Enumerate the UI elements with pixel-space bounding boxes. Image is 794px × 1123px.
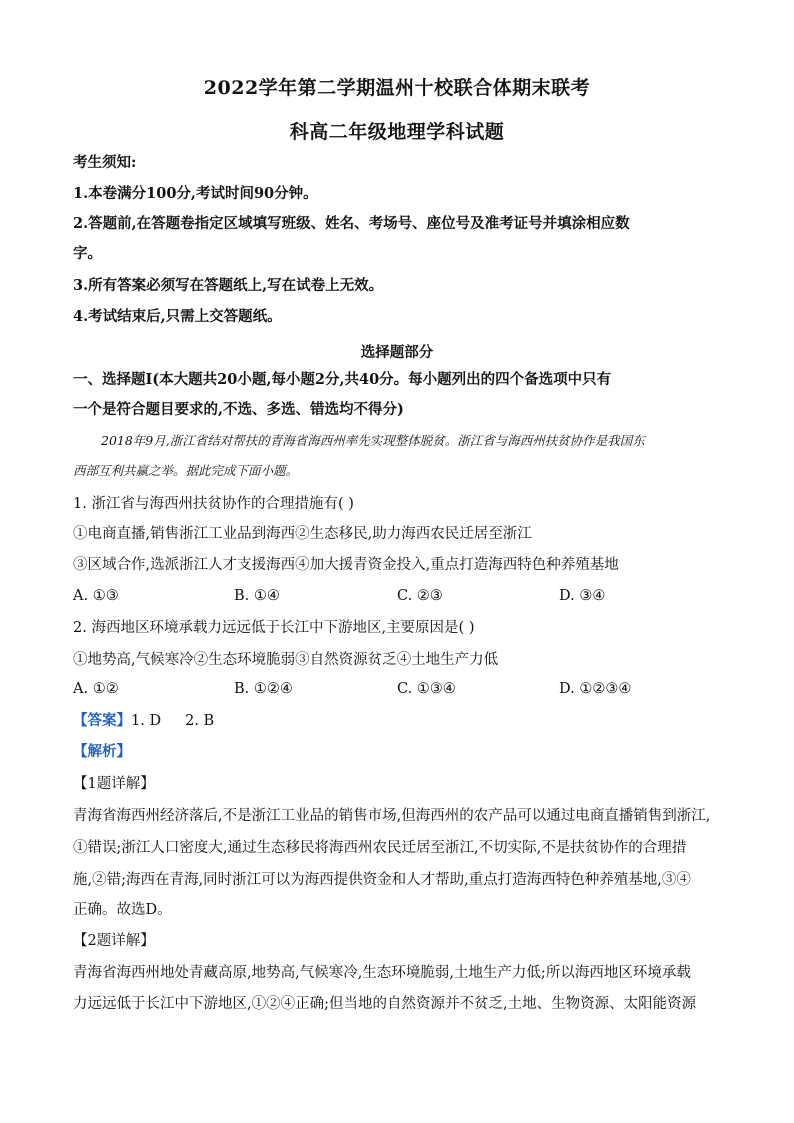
- notice-item-3: 3.所有答案必须写在答题纸上,写在试卷上无效。: [73, 277, 384, 294]
- detail-1-line2: ①错误;浙江人口密度大,通过生态移民将海西州农民迁居至浙江,不切实际,不是扶贫协作的合理措: [73, 840, 687, 856]
- analysis-tag: 【解析】: [73, 743, 131, 760]
- material-line2: 西部互利共赢之举。据此完成下面小题。: [73, 463, 299, 478]
- exam-title-line1: 2022学年第二学期温州十校联合体期末联考: [203, 77, 591, 99]
- answer-2: 2. B: [185, 713, 215, 729]
- notice-item-1: 1.本卷满分100分,考试时间90分钟。: [73, 185, 318, 202]
- q1-choice-a: A. ①③: [73, 588, 119, 604]
- detail-2-tag: 【2题详解】: [73, 933, 155, 949]
- answer-row: [73, 711, 733, 731]
- detail-1-tag: 【1题详解】: [73, 776, 155, 792]
- part-heading-line2: 一个是符合题目要求的,不选、多选、错选均不得分): [73, 401, 404, 418]
- q2-choice-d: D. ①②③④: [559, 681, 632, 697]
- q1-options-line1: ①电商直播,销售浙江工业品到海西②生态移民,助力海西农民迁居至浙江: [73, 526, 532, 542]
- q1-options-line2: ③区域合作,选派浙江人才支援海西④加大援青资金投入,重点打造海西特色种养殖基地: [73, 557, 619, 573]
- analysis-row: [73, 742, 733, 762]
- notice-heading: 考生须知:: [73, 154, 137, 171]
- q1-choice-b: B. ①④: [234, 588, 280, 604]
- q2-stem: 2. 海西地区环境承载力远远低于长江中下游地区,主要原因是( ): [73, 620, 475, 636]
- detail-1-line3: 施,②错;海西在青海,同时浙江可以为海西提供资金和人才帮助,重点打造海西特色种养殖基地,③④: [73, 872, 691, 888]
- part-heading-line1: 一、选择题Ⅰ(本大题共20小题,每小题2分,共40分。每小题列出的四个备选项中只有: [73, 371, 612, 388]
- material-line1: 2018年9月,浙江省结对帮扶的青海省海西州率先实现整体脱贫。浙江省与海西州扶贫协作是我国东: [101, 433, 645, 448]
- q1-choice-d: D. ③④: [559, 588, 606, 604]
- q2-choice-a: A. ①②: [73, 681, 119, 697]
- q2-choice-c: C. ①③④: [397, 681, 456, 697]
- notice-item-2-cont: 字。: [73, 245, 102, 262]
- detail-2-line2: 力远远低于长江中下游地区,①②④正确;但当地的自然资源并不贫乏,土地、生物资源、太阳能资源: [73, 996, 697, 1012]
- detail-1-line4: 正确。故选D。: [73, 902, 172, 918]
- q2-choice-b: B. ①②④: [234, 681, 293, 697]
- q2-options-line1: ①地势高,气候寒冷②生态环境脆弱③自然资源贫乏④土地生产力低: [73, 652, 499, 668]
- notice-item-4: 4.考试结束后,只需上交答题纸。: [73, 308, 282, 325]
- answer-1: 1. D: [131, 713, 162, 729]
- detail-2-line1: 青海省海西州地处青藏高原,地势高,气候寒冷,生态环境脆弱,土地生产力低;所以海西地区环境承载: [73, 965, 691, 981]
- notice-item-2: 2.答题前,在答题卷指定区域填写班级、姓名、考场号、座位号及准考证号并填涂相应数: [73, 215, 630, 232]
- q1-choice-c: C. ②③: [397, 588, 443, 604]
- exam-title-line2: 科高二年级地理学科试题: [289, 121, 505, 143]
- q1-stem: 1. 浙江省与海西州扶贫协作的合理措施有( ): [73, 496, 354, 512]
- detail-1-line1: 青海省海西州经济落后,不是浙江工业品的销售市场,但海西州的农产品可以通过电商直播销售到浙江,: [73, 808, 711, 824]
- answer-tag: 【答案】: [73, 712, 131, 729]
- section-title: 选择题部分: [360, 344, 434, 361]
